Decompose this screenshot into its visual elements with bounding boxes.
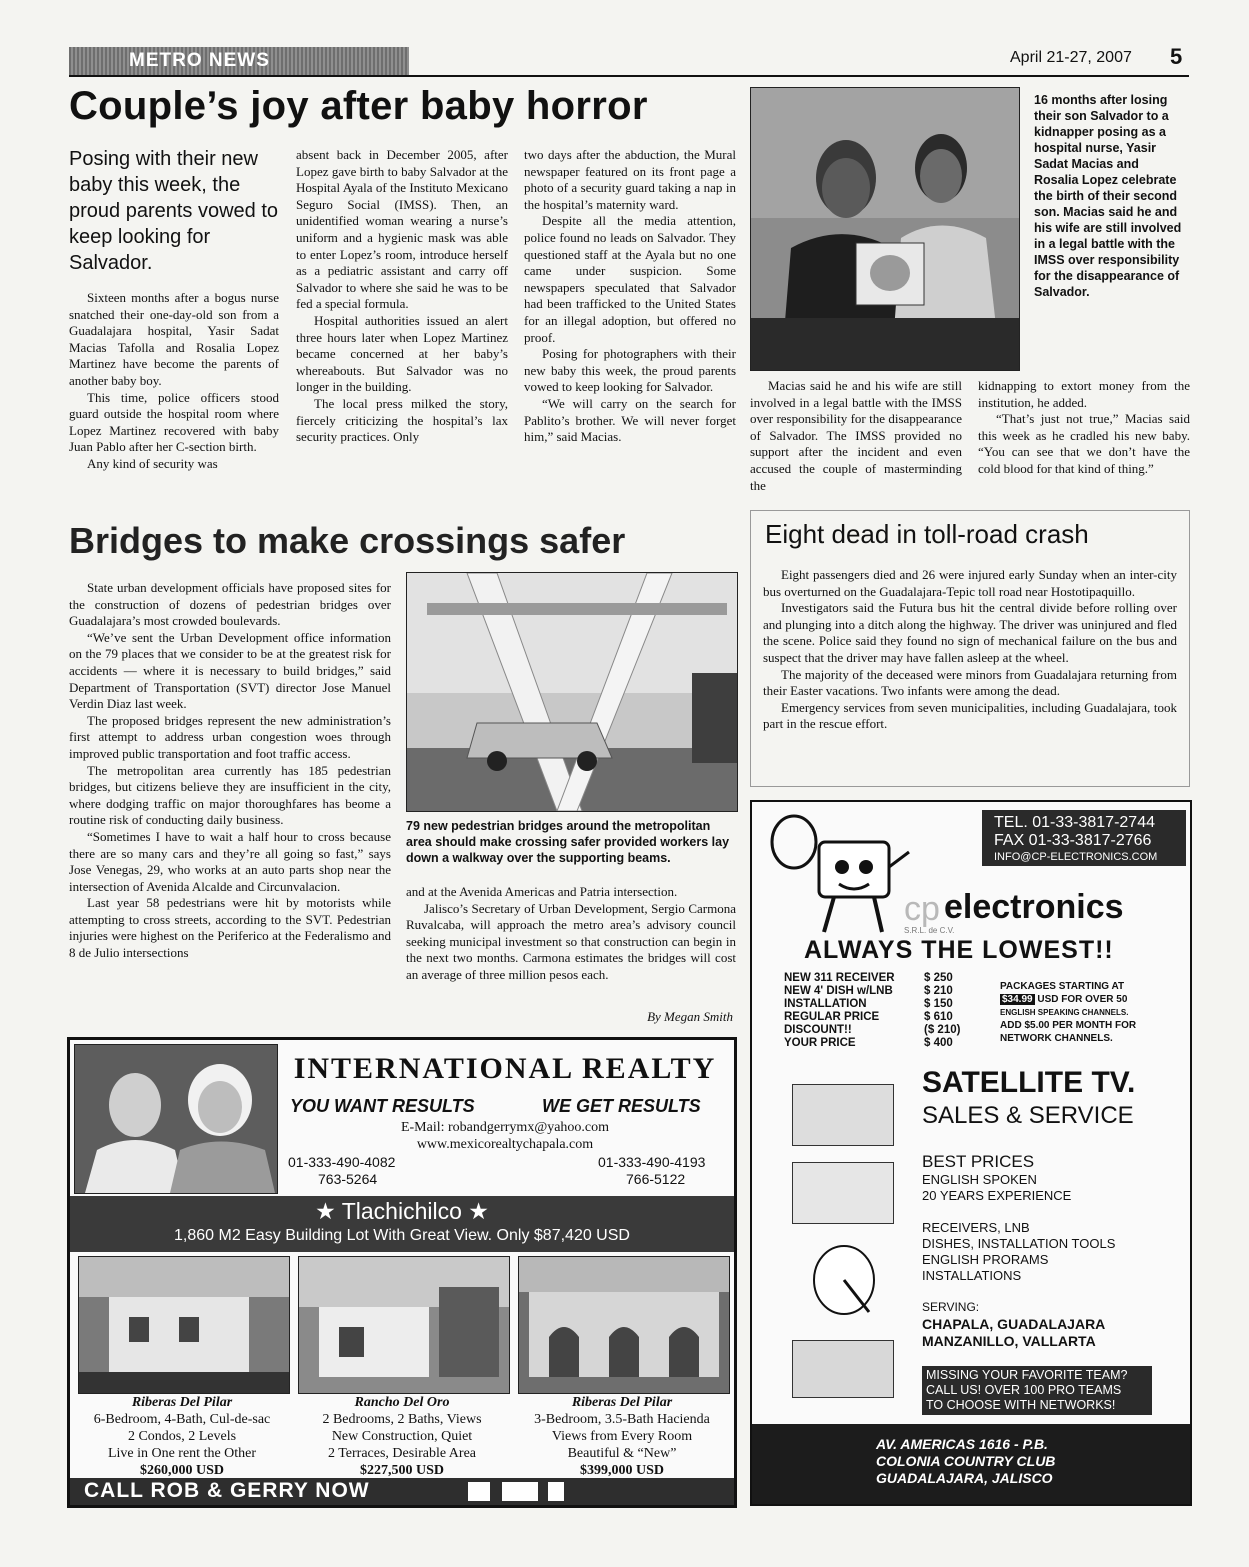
listing-line: 3-Bedroom, 3.5-Bath Hacienda [534, 1412, 710, 1427]
packages-info [1000, 980, 1180, 1045]
listing-title: Riberas Del Pilar [571, 1395, 673, 1410]
lot-banner-title [70, 1198, 734, 1225]
serving-line-1: CHAPALA, GUADALAJARA [922, 1316, 1106, 1332]
packages-price: $34.99 [1002, 994, 1033, 1005]
price-row: NEW 311 RECEIVER $ 250 [784, 972, 953, 984]
paragraph: Jalisco’s Secretary of Urban Development, Sergio Carmona Ruvalcaba, will approach the metro area’s advisory council seeking municipal investment so that construction can begin in the next two months. Carmona estimates the bridges will cost an average of three million pesos each. [406, 900, 736, 982]
story1-col5 [978, 378, 1190, 478]
receiver-image [792, 1084, 894, 1146]
paragraph: The majority of the deceased were minors from Guadalajara returning from their Easter vacations. Two infants were among the dead. [763, 666, 1177, 699]
address-bar [752, 1424, 1190, 1504]
brand-name: electronics [944, 888, 1124, 926]
listing-3 [514, 1395, 730, 1479]
brand-prefix: cp [904, 890, 940, 928]
listing-price: $227,500 USD [359, 1463, 444, 1478]
price-row: INSTALLATION $ 150 [784, 998, 953, 1010]
paragraph: two days after the abduction, the Mural newspaper featured on its front page a photo of a security guard taking a nap in the hospital’s maternity ward. [524, 147, 736, 212]
paragraph: State urban development officials have proposed sites for the construction of dozens of pedestrian bridges over Guadalajara’s most crowded boulevards. [69, 580, 391, 629]
address-line: GUADALAJARA, JALISCO [876, 1470, 1053, 1486]
mls-logo-icon [502, 1482, 538, 1501]
listing-line: 2 Condos, 2 Levels [127, 1429, 237, 1444]
story1-col1 [69, 290, 279, 473]
electronics-ad [750, 800, 1192, 1506]
service-item: ENGLISH PRORAMS [922, 1252, 1049, 1267]
listing-line: New Construction, Quiet [331, 1429, 473, 1444]
tagline: ALWAYS THE LOWEST!! [804, 936, 1114, 964]
service-item: INSTALLATIONS [922, 1268, 1022, 1283]
lot-banner-title-text: Tlachichilco [341, 1198, 462, 1224]
listing-title: Rancho Del Oro [354, 1395, 450, 1410]
realty-slogan-left: YOU WANT RESULTS [290, 1096, 475, 1116]
realty-phone-right-2: 766-5122 [626, 1171, 686, 1187]
missing-line: MISSING YOUR FAVORITE TEAM? [926, 1368, 1128, 1382]
listing-price: $260,000 USD [139, 1463, 224, 1478]
house-photo-1 [78, 1256, 290, 1394]
paragraph: The proposed bridges represent the new administration’s first attempt to address urban congestion woes through improved public transportation and foot traffic access. [69, 712, 391, 761]
realty-email[interactable]: E-Mail: robandgerrymx@yahoo.com [400, 1120, 610, 1135]
byline: By Megan Smith [647, 1009, 733, 1024]
headline-baby: Couple’s joy after baby horror [69, 84, 648, 128]
story1-deck: Posing with their new baby this week, the proud parents vowed to keep looking for Salvador. [69, 148, 279, 274]
missing-line: TO CHOOSE WITH NETWORKS! [926, 1398, 1116, 1412]
listing-price: $399,000 USD [579, 1463, 664, 1478]
brand-sub: S.R.L. de C.V. [904, 926, 955, 935]
satellite-sub: SALES & SERVICE [922, 1102, 1134, 1129]
realty-phone-left-1: 01-333-490-4082 [288, 1154, 396, 1170]
experience: 20 YEARS EXPERIENCE [922, 1188, 1072, 1203]
page-number: 5 [1170, 44, 1183, 69]
tv-mascot-icon [764, 812, 914, 942]
paragraph: The local press milked the story, fiercely criticizing the hospital’s lax security practices. Only [296, 395, 508, 445]
paragraph: “We’ve sent the Urban Development office information on the 79 places that we consider to be at the greatest risk for accidents — where it is necessary to build bridges,” said Department of Transportation (SVT) director Jose Manuel Verdin Diaz last week. [69, 629, 391, 712]
paragraph: Investigators said the Futura bus hit the central divide before rolling over and plunging into a ditch along the highway. The driver was uninjured and fled the scene. Police said they found no sign of mechanical failure on the bus and suspect that the driver may have fallen asleep at the wheel. [763, 600, 1177, 665]
paragraph: absent back in December 2005, after Lopez gave birth to baby Salvador at the Hospital Ayala of the Instituto Mexicano Seguro Social (IMSS). Then, an unidentified woman wearing a nurse’s uniform and a hygienic mask was able to enter Lopez’s room, introduce herself as a pediatric assistant and carry off Salvador to where she said he was to be fed a special formula. [296, 147, 508, 312]
paragraph: The metropolitan area currently has 185 pedestrian bridges, but citizens believe they are insufficient in the city, where dodging traffic on major thoroughfares has beome a routine risk of conducting daily business. [69, 762, 391, 828]
paragraph: This time, police officers stood guard outside the hospital room where Lopez Martinez recovered with baby Juan Pablo after her C-section birth. [69, 389, 279, 455]
bridge-photo [406, 572, 738, 812]
paragraph: “We will carry on the search for Pablito’s brother. We will never forget him,” said Macias. [524, 395, 736, 445]
realty-slogan-right: WE GET RESULTS [542, 1096, 701, 1116]
packages-line: $34.99 USD FOR OVER 50 [1002, 994, 1128, 1005]
address-line: AV. AMERICAS 1616 - P.B. [876, 1436, 1048, 1452]
issue-date: April 21-27, 2007 [1010, 49, 1132, 66]
missing-line: CALL US! OVER 100 PRO TEAMS [926, 1383, 1122, 1397]
realty-footer-bar [70, 1478, 734, 1505]
missing-team-box [922, 1366, 1152, 1415]
story1-col3 [524, 147, 736, 446]
contact-email[interactable]: INFO@CP-ELECTRONICS.COM [994, 851, 1158, 863]
headline-bridges: Bridges to make crossings safer [69, 520, 626, 561]
realty-phone-left-2: 763-5264 [318, 1171, 378, 1187]
lot-banner [70, 1196, 734, 1252]
packages-line: NETWORK CHANNELS. [1000, 1033, 1113, 1044]
price-row: YOUR PRICE $ 400 [784, 1037, 953, 1049]
star-icon: ★ [468, 1198, 489, 1224]
satellite-title: SATELLITE TV. [922, 1066, 1136, 1099]
house-photo-2 [298, 1256, 510, 1394]
story2-col1 [69, 580, 391, 962]
paragraph: “Sometimes I have to wait a half hour to cross because there are so many cars and they’re all going so fast,” says Jose Venegas, 29, who works at an auto parts shop near the intersection of Avenida Alcalde and Circunvalacion. [69, 828, 391, 894]
best-prices: BEST PRICES [922, 1152, 1035, 1171]
paragraph: Posing for photographers with their new baby this week, the proud parents vowed to keep looking for Salvador. [524, 346, 736, 395]
price-row: NEW 4' DISH w/LNB $ 210 [784, 985, 953, 997]
listing-line: Views from Every Room [551, 1429, 693, 1444]
couple-photo [750, 87, 1020, 371]
story1-col2 [296, 147, 508, 446]
services-list [922, 1220, 1115, 1284]
price-row: DISCOUNT!! ($ 210) [784, 1024, 961, 1036]
price-row: REGULAR PRICE $ 610 [784, 1011, 953, 1023]
listing-title: Riberas Del Pilar [131, 1395, 233, 1410]
header-rule [69, 75, 1189, 77]
paragraph: and at the Avenida Americas and Patria intersection. [406, 884, 678, 899]
service-item: DISHES, INSTALLATION TOOLS [922, 1236, 1116, 1251]
story2-col2 [406, 884, 736, 984]
packages-line: ADD $5.00 PER MONTH FOR [1000, 1020, 1137, 1031]
story3-body [763, 567, 1177, 733]
section-label: METRO NEWS [69, 47, 409, 75]
paragraph: Macias said he and his wife are still involved in a legal battle with the IMSS over responsibility for the disappearance of Salvador. The IMSS provided no support after the incident and even accused the couple of masterminding the [750, 378, 962, 493]
price-list [784, 972, 974, 1050]
paragraph: kidnapping to extort money from the institution, he added. [978, 378, 1190, 410]
tools-image [792, 1340, 894, 1398]
paragraph: Last year 58 pedestrians were hit by motorists while attempting to cross streets, according to the SVT. Pedestrian injuries were highest on the Periferico at the Federalismo and 8 de Julio intersections [69, 895, 391, 961]
service-item: RECEIVERS, LNB [922, 1220, 1030, 1235]
listing-1 [74, 1395, 290, 1479]
lot-banner-sub: 1,860 M2 Easy Building Lot With Great View. Only $87,420 USD [174, 1227, 630, 1244]
listing-line: 2 Terraces, Desirable Area [327, 1446, 477, 1461]
realty-footer-text: CALL ROB & GERRY NOW [84, 1479, 370, 1502]
realty-name: INTERNATIONAL REALTY [293, 1052, 717, 1085]
story1-col4 [750, 378, 962, 494]
realtor-logo-icon [468, 1482, 490, 1501]
listing-2 [294, 1395, 510, 1479]
serving-label: SERVING: [922, 1300, 980, 1314]
paragraph: Eight passengers died and 26 were injured early Sunday when an inter-city bus overturned on the Guadalajara-Tepic toll road near Hostotipaquillo. [763, 567, 1177, 599]
listing-line: 6-Bedroom, 4-Bath, Cul-de-sac [93, 1412, 271, 1427]
paragraph: Sixteen months after a bogus nurse snatched their one-day-old son from a Guadalajara hospital, Yasir Sadat Macias Tafolla and Rosalia Lopez Martinez have become the parents of another baby boy. [69, 290, 279, 388]
star-icon: ★ [315, 1198, 336, 1224]
house-photo-3 [518, 1256, 730, 1394]
listing-line: Beautiful & “New” [567, 1446, 677, 1461]
serving-line-2: MANZANILLO, VALLARTA [922, 1333, 1096, 1349]
equal-housing-icon [548, 1482, 564, 1501]
realty-ad [67, 1037, 737, 1508]
couple-photo-caption: 16 months after losing their son Salvador to a kidnapper posing as a hospital nurse, Yasir Sadat Macias and Rosalia Lopez celebrate the birth of their second son. Macias said he and his wife are still involved in a legal battle with the IMSS over responsibility for the disappearance of Salvador. [1034, 93, 1182, 299]
bridge-photo-caption: 79 new pedestrian bridges around the metropolitan area should make crossing safer provided workers lay down a walkway over the supporting beams. [406, 819, 730, 865]
crash-story-box [750, 510, 1190, 787]
contact-fax: FAX 01-33-3817-2766 [994, 832, 1152, 849]
satellite-dish-icon [804, 1242, 884, 1322]
address-line: COLONIA COUNTRY CLUB [876, 1453, 1056, 1469]
paragraph: Any kind of security was [87, 455, 218, 471]
packages-line: ENGLISH SPEAKING CHANNELS. [1000, 1008, 1129, 1017]
english-spoken: ENGLISH SPOKEN [922, 1172, 1037, 1187]
van-image [792, 1162, 894, 1224]
packages-title: PACKAGES STARTING AT [1000, 981, 1125, 992]
paragraph: Despite all the media attention, police found no leads on Salvador. They questioned staff at the Ayala but no one came under suspicion. Some newspapers speculated that Salvador had been trafficked to the United States for an illegal adoption, but offered no proof. [524, 213, 736, 345]
realty-phone-right-1: 01-333-490-4193 [598, 1154, 706, 1170]
listing-line: 2 Bedrooms, 2 Baths, Views [322, 1412, 482, 1427]
paragraph: Emergency services from seven municipalities, including Guadalajara, took part in the rescue effort. [763, 699, 1177, 732]
contact-box [982, 810, 1186, 866]
headline-crash: Eight dead in toll-road crash [765, 519, 1089, 549]
paragraph: “That’s just not true,” Macias said this week as he cradled his new baby. “You can see that we don’t have the cold blood for that kind of thing.” [978, 411, 1190, 476]
contact-tel: TEL. 01-33-3817-2744 [994, 814, 1155, 831]
paragraph: Hospital authorities issued an alert three hours later when Lopez Martinez became concerned at her baby’s whereabouts. But Salvador was no longer in the building. [296, 312, 508, 395]
listing-line: Live in One rent the Other [107, 1446, 257, 1461]
agents-photo [74, 1044, 278, 1194]
realty-website[interactable]: www.mexicorealtychapala.com [416, 1137, 594, 1152]
address-block [876, 1436, 1055, 1487]
